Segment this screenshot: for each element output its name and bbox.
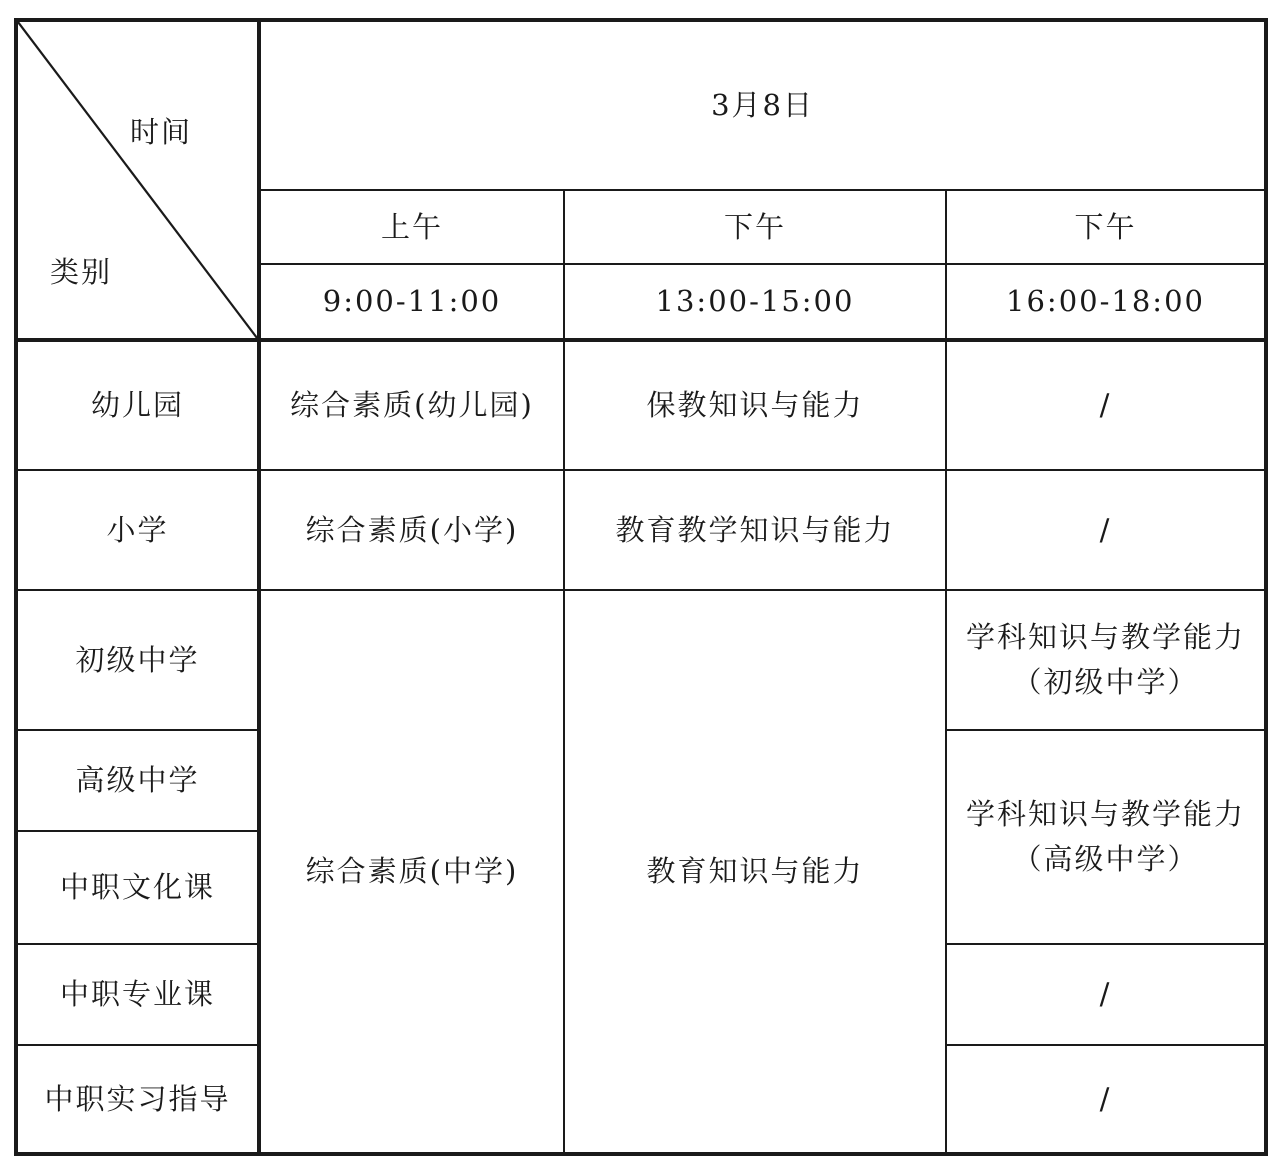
table-row (16, 340, 1266, 470)
header-date: 3月8日 (259, 20, 1266, 190)
subject-senior-pm2-line1: 学科知识与教学能力 (966, 797, 1246, 832)
header-period-afternoon-1: 下午 (564, 190, 946, 264)
subject-junior-pm2-line2: （初级中学） (1012, 665, 1199, 699)
table-row (16, 590, 1266, 730)
subject-vocational-professional-pm2: / (946, 944, 1266, 1045)
subject-primary-pm2: / (946, 470, 1266, 590)
subject-kindergarten-pm1: 保教知识与能力 (564, 340, 946, 470)
subject-junior-pm2-line1: 学科知识与教学能力 (966, 620, 1246, 655)
subject-vocational-internship-pm2: / (946, 1045, 1266, 1154)
table-row (16, 470, 1266, 590)
subject-kindergarten-am: 综合素质(幼儿园) (259, 340, 564, 470)
exam-schedule-table (14, 18, 1268, 1156)
subject-senior-pm2 (946, 730, 1266, 944)
diagonal-header-cell (16, 20, 259, 340)
category-junior-high: 初级中学 (16, 590, 259, 730)
header-row-date (16, 20, 1266, 190)
header-time-label: 时间 (130, 115, 193, 149)
subject-secondary-am: 综合素质(中学) (259, 590, 564, 1154)
category-vocational-culture: 中职文化课 (16, 831, 259, 944)
category-kindergarten: 幼儿园 (16, 340, 259, 470)
header-time-afternoon-2: 16:00-18:00 (946, 264, 1266, 340)
category-primary: 小学 (16, 470, 259, 590)
subject-junior-pm2 (946, 590, 1266, 730)
subject-senior-pm2-line2: （高级中学） (1012, 842, 1199, 876)
header-period-afternoon-2: 下午 (946, 190, 1266, 264)
subject-kindergarten-pm2: / (946, 340, 1266, 470)
header-period-morning: 上午 (259, 190, 564, 264)
category-vocational-professional: 中职专业课 (16, 944, 259, 1045)
subject-primary-pm1: 教育教学知识与能力 (564, 470, 946, 590)
header-time-morning: 9:00-11:00 (259, 264, 564, 340)
subject-secondary-pm1: 教育知识与能力 (564, 590, 946, 1154)
category-vocational-internship: 中职实习指导 (16, 1045, 259, 1154)
header-category-label: 类别 (50, 255, 113, 289)
subject-primary-am: 综合素质(小学) (259, 470, 564, 590)
header-time-afternoon-1: 13:00-15:00 (564, 264, 946, 340)
category-senior-high: 高级中学 (16, 730, 259, 831)
